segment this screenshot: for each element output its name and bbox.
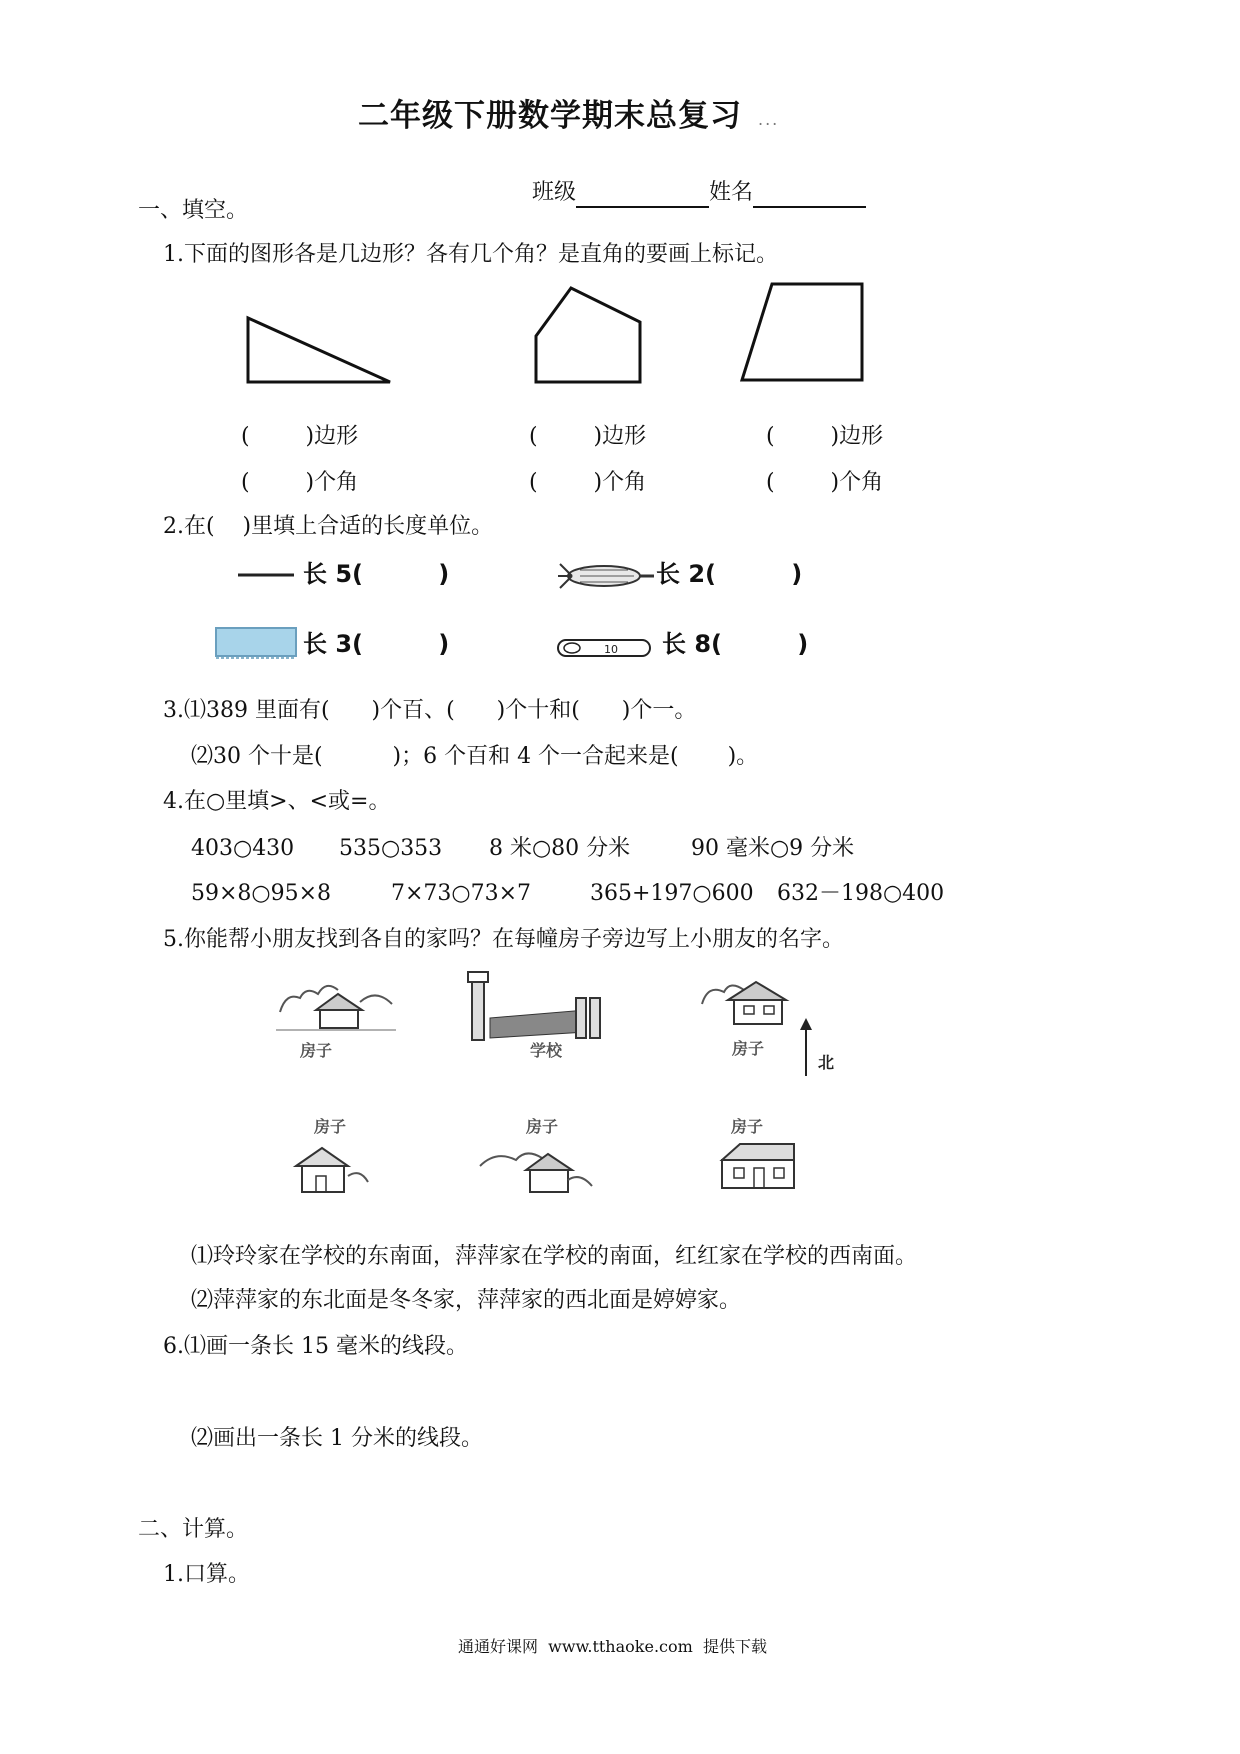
pentagon-shape — [528, 280, 648, 380]
corn-icon — [556, 558, 656, 598]
footer-credit: 通通好课网 www.tthaoke.com 提供下载 — [458, 1637, 767, 1656]
q5-line2: ⑵萍萍家的东北面是冬冬家，萍萍家的西北面是婷婷家。 — [191, 1288, 742, 1313]
q4-r1-c4[interactable]: 90 毫米○9 分米 — [691, 836, 855, 861]
q4-prompt: 4.在○里填>、<或=。 — [163, 789, 391, 814]
north-arrow-icon — [797, 1018, 817, 1078]
trapezoid-outline — [742, 284, 862, 380]
map-label-top-1: 房子 — [300, 1041, 333, 1060]
q5-prompt: 5.你能帮小朋友找到各自的家吗？在每幢房子旁边写上小朋友的名字。 — [163, 927, 844, 952]
triangle-shape — [240, 310, 400, 400]
map-label-top-3: 房子 — [732, 1039, 765, 1058]
house-icon-top-left — [276, 972, 396, 1032]
map-label-bottom-3: 房子 — [731, 1117, 764, 1136]
q6-line2: ⑵画出一条长 1 分米的线段。 — [191, 1426, 483, 1451]
q3-line1: 3.⑴389 里面有( )个百、( )个十和( )个一。 — [163, 698, 697, 723]
q2-item-line[interactable]: 长 5( ) — [303, 560, 450, 588]
pentagon-outline — [536, 288, 640, 382]
section1-heading: 一、填空。 — [138, 198, 249, 223]
title-dots: ... — [758, 110, 780, 129]
q3-line2: ⑵30 个十是( )；6 个百和 4 个一合起来是( )。 — [191, 744, 759, 769]
q2-item-block[interactable]: 长 3( ) — [303, 630, 450, 658]
q1-blank-angles-3[interactable]: ( )个角 — [766, 470, 884, 495]
q4-r2-c1[interactable]: 59×8○95×8 — [191, 881, 332, 906]
q1-blank-sides-1[interactable]: ( )边形 — [241, 424, 359, 449]
q6-line1: 6.⑴画一条长 15 毫米的线段。 — [163, 1334, 468, 1359]
q1-blank-sides-2[interactable]: ( )边形 — [529, 424, 647, 449]
section2-q1: 1.口算。 — [163, 1562, 250, 1587]
house-icon-bottom-right — [718, 1138, 798, 1194]
map-label-top-2: 学校 — [530, 1041, 563, 1060]
page-title: 二年级下册数学期末总复习 — [358, 98, 742, 134]
blue-block-icon — [214, 626, 300, 662]
q1-blank-sides-3[interactable]: ( )边形 — [766, 424, 884, 449]
q1-prompt: 1.下面的图形各是几边形？各有几个角？是直角的要画上标记。 — [163, 242, 778, 267]
school-icon — [466, 958, 606, 1048]
q4-r2-c2[interactable]: 7×73○73×7 — [391, 881, 532, 906]
house-icon-bottom-middle — [476, 1140, 596, 1200]
q4-r1-c1[interactable]: 403○430 — [191, 836, 295, 861]
section2-heading: 二、计算。 — [138, 1517, 249, 1542]
finger-icon — [556, 637, 656, 661]
q4-r2-c4[interactable]: 632－198○400 — [777, 881, 945, 906]
name-blank[interactable] — [753, 184, 866, 208]
q2-prompt: 2.在( )里填上合适的长度单位。 — [163, 514, 494, 539]
triangle-outline — [248, 318, 390, 382]
map-label-bottom-2: 房子 — [526, 1117, 559, 1136]
line-segment-icon — [238, 570, 298, 580]
q4-r1-c3[interactable]: 8 米○80 分米 — [489, 836, 631, 861]
house-icon-top-right — [700, 970, 800, 1030]
north-label: 北 — [818, 1053, 835, 1072]
finger-text: 10 — [604, 643, 618, 656]
trapezoid-shape — [734, 280, 874, 390]
class-blank[interactable] — [576, 184, 709, 208]
q2-item-corn[interactable]: 长 2( ) — [656, 560, 803, 588]
q1-blank-angles-1[interactable]: ( )个角 — [241, 470, 359, 495]
name-label: 姓名 — [709, 180, 754, 205]
q2-item-finger[interactable]: 长 8( ) — [662, 630, 809, 658]
class-name-line — [518, 148, 866, 208]
q5-line1: ⑴玲玲家在学校的东南面，萍萍家在学校的南面，红红家在学校的西南面。 — [191, 1244, 918, 1269]
class-label: 班级 — [532, 180, 577, 205]
house-icon-bottom-left — [292, 1142, 372, 1198]
q4-r2-c3[interactable]: 365+197○600 — [590, 881, 754, 906]
q1-blank-angles-2[interactable]: ( )个角 — [529, 470, 647, 495]
q4-r1-c2[interactable]: 535○353 — [339, 836, 443, 861]
map-label-bottom-1: 房子 — [314, 1117, 347, 1136]
